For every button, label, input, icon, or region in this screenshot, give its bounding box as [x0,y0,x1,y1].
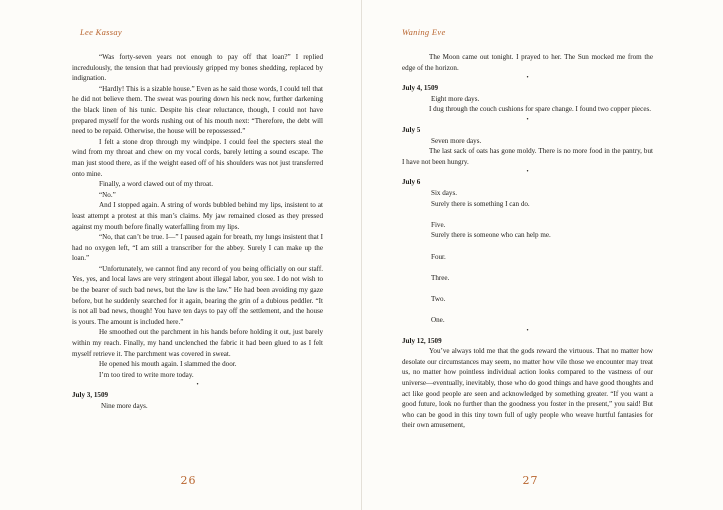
right-page-text [402,52,653,431]
paragraph: “Unfortunately, we cannot find any record of you being officially on our staff. Yes, yes, and local laws are very stringent about illegal labor, you see. I do not wish to be the bearer of such bad news, but the law is the law.” He had been avoiding my gaze before, but he suddenly searched for it again, bearing the grin of a dubious peddler. “It is not all bad news, though! You have ten days to pay off the settlement, and the house is yours. The amount is included here.” [72,264,323,326]
entry-date: July 12, 1509 [402,336,442,345]
entry-date: July 3, 1509 [72,391,109,400]
page-number: 27 [522,474,539,487]
paragraph: “No, that can’t be true. I—” I paused again for breath, my lungs insistent that I had no oxygen left, “I am still a transcriber for the abbey. Surely I can make up the loan.” [72,233,323,263]
entry-line: Surely there is something I can do. [431,199,530,208]
section-separator: • [526,327,529,334]
paragraph: I’m too tired to write more today. [99,370,194,379]
paragraph: The last sack of oats has gone moldy. There is no more food in the pantry, but I have not been hungry. [402,147,653,166]
paragraph: “Was forty-seven years not enough to pay off that loan?” I replied incredulously, the tension that had previously gripped my bones shedding, replaced by indignation. [72,53,323,83]
left-page-text [72,52,323,412]
entry-date: July 6 [402,178,421,187]
entry-line: Five. [431,220,446,229]
running-header-title: Waning Eve [402,27,446,37]
paragraph: I dug through the couch cushions for spare change. I found two copper pieces. [429,105,652,114]
entry-line: Eight more days. [431,94,480,103]
paragraph: You’ve always told me that the gods reward the virtuous. That no matter how desolate our circumstances may seem, no matter how vile those we encounter may treat us, no matter how pointless individual action looks compared to the vastness of our universe—eventually, inevitably, those who do good things and have good thoughts and act like good people are seen and acknowledged by something greater. “If you want a good future, look no further than the goodness you foster in the present,” you said! But who can be good in this tiny town full of ugly people who weave hurtful fantasies for their own amusement, [402,347,653,430]
paragraph: “No.” [99,190,116,199]
entry-line: Nine more days. [101,402,148,410]
entry-line: Seven more days. [431,136,482,145]
page-number: 26 [180,474,197,487]
paragraph: He smoothed out the parchment in his hands before holding it out, just barely within my reach. Finally, my hand unclenched the fabric it had been glued to as I felt myself retrieve it. The parchment was covered in sweat. [72,328,323,358]
entry-date: July 5 [402,125,421,134]
entry-line: Surely there is someone who can help me. [431,231,551,240]
left-page [0,0,361,510]
paragraph: The Moon came out tonight. I prayed to her. The Sun mocked me from the edge of the horizon. [402,53,653,72]
section-separator: • [196,382,199,389]
section-separator: • [526,116,529,123]
running-header-author: Lee Kassay [80,27,122,37]
paragraph: “Hardly! This is a sizable house.” Even as he said those words, I could tell that he did not believe them. The sweat was pouring down his neck now, further darkening the black linen of his tunic. Despite his clear reluctance, though, I could not have prepared myself for the words rushing out of his mouth next: “Therefore, the debt will need to be repaid. Otherwise, the house will be repossessed.” [72,84,323,136]
entry-line: Two. [431,294,446,303]
paragraph: He opened his mouth again. I slammed the door. [99,360,237,369]
section-separator: • [526,75,529,82]
section-separator: • [526,169,529,176]
entry-line: Four. [431,252,446,261]
paragraph: Finally, a word clawed out of my throat. [99,180,213,189]
paragraph: And I stopped again. A string of words bubbled behind my lips, insistent to at least attempt a protest at this man’s claims. My jaw remained closed as they pressed against my mouth before finally waterfalling from my lips. [72,201,323,231]
entry-date: July 4, 1509 [402,84,439,93]
entry-line: Six days. [431,188,458,197]
entry-line: One. [431,316,445,325]
right-page [362,0,723,510]
paragraph: I felt a stone drop through my windpipe. I could feel the specters steal the wind from my throat and chew on my vocal cords, barely letting a sound escape. The man just stood there, as if the weight eased off of his shoulders was not just transferred onto mine. [72,137,323,178]
entry-line: Three. [431,273,450,282]
